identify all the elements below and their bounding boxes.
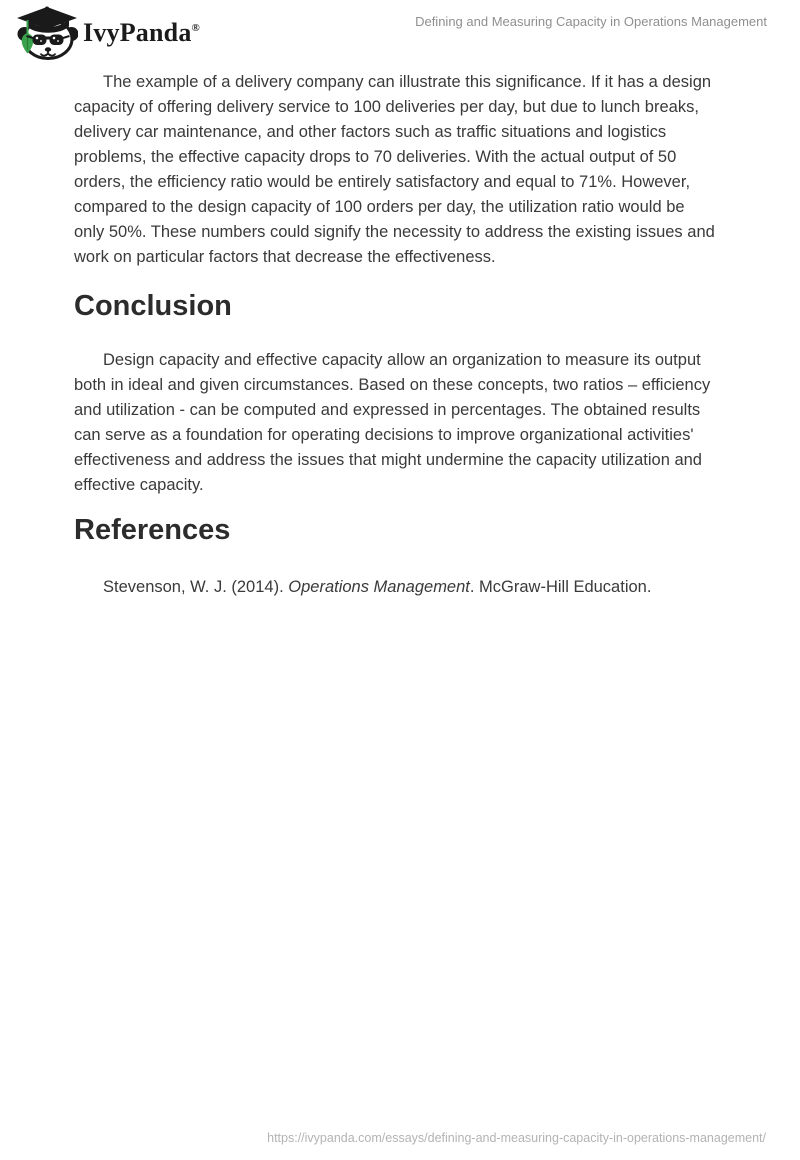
text-line: problems, the effective capacity drops to 70 deliveries. With the actual output of 50 — [74, 148, 677, 166]
paragraph-example — [74, 70, 764, 270]
text-line: Design capacity and effective capacity allow an organization to measure its output — [103, 351, 701, 369]
text-line: delivery car maintenance, and other factors such as traffic situations and logistics — [74, 123, 667, 141]
reference-author-part: Stevenson, W. J. (2014). — [103, 578, 289, 596]
document-title: Defining and Measuring Capacity in Operations Management — [415, 14, 767, 29]
text-line: The example of a delivery company can illustrate this significance. If it has a design — [103, 73, 712, 91]
footer-source-url: https://ivypanda.com/essays/defining-and-measuring-capacity-in-operations-management/ — [267, 1131, 766, 1145]
text-line: both in ideal and given circumstances. Based on these concepts, two ratios – efficiency — [74, 376, 711, 394]
text-line: effectiveness and address the issues that might undermine the capacity utilization and — [74, 451, 702, 469]
text-line: only 50%. These numbers could signify the necessity to address the existing issues and — [74, 223, 715, 241]
reference-entry — [74, 575, 764, 600]
text-line: capacity of offering delivery service to 100 deliveries per day, but due to lunch breaks, — [74, 98, 699, 116]
brand-name: IvyPanda® — [83, 18, 200, 47]
registered-mark: ® — [191, 22, 200, 34]
reference-publisher-part: . McGraw-Hill Education. — [469, 578, 652, 596]
conclusion-heading: Conclusion — [74, 290, 232, 322]
paragraph-conclusion — [74, 348, 764, 498]
text-line: compared to the design capacity of 100 orders per day, the utilization ratio would be — [74, 198, 685, 216]
panda-graduate-icon — [14, 6, 78, 60]
text-line: work on particular factors that decrease the effectiveness. — [74, 248, 496, 266]
text-line: and utilization - can be computed and expressed in percentages. The obtained results — [74, 401, 701, 419]
brand-logo — [14, 6, 200, 60]
references-heading: References — [74, 514, 231, 546]
text-line: effective capacity. — [74, 476, 204, 494]
text-line: can serve as a foundation for operating decisions to improve organizational activities' — [74, 426, 694, 444]
reference-title-italic: Operations Management — [288, 578, 470, 596]
text-line: orders, the efficiency ratio would be entirely satisfactory and equal to 71%. However, — [74, 173, 691, 191]
